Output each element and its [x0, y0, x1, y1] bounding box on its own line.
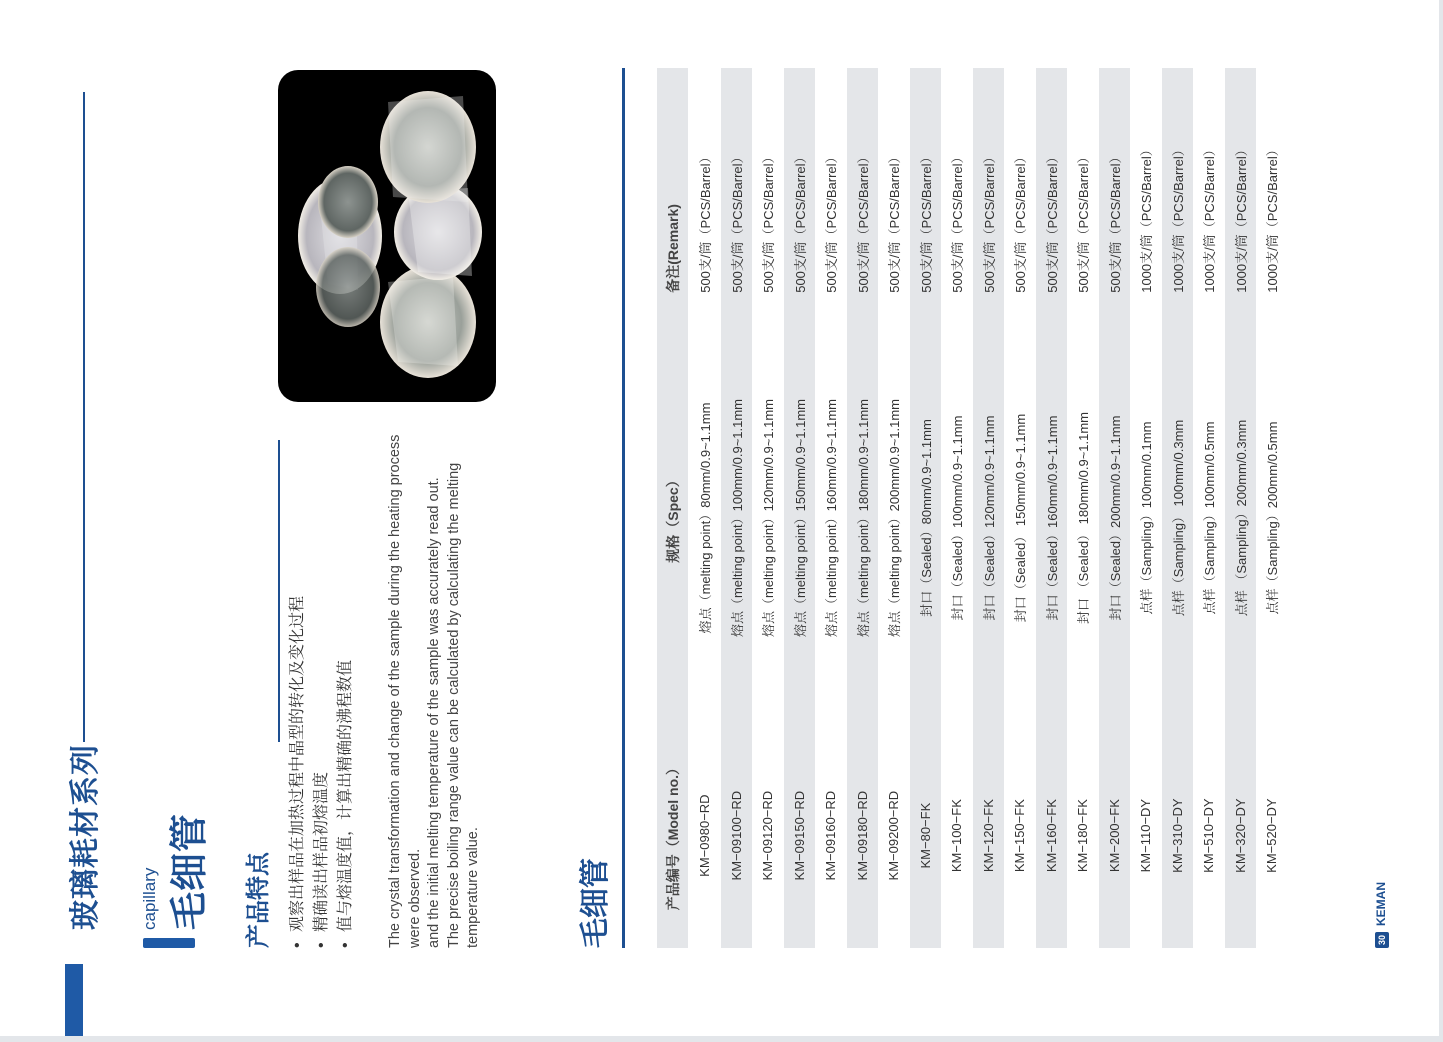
- cell-model: KM−180−FK: [1075, 799, 1090, 873]
- table-row: [1004, 68, 1035, 948]
- page-number-badge: 30: [1375, 932, 1389, 948]
- capillary-photo: [278, 70, 496, 402]
- cell-remark: 500支/筒（PCS/Barrel）: [887, 150, 902, 293]
- cell-spec: 熔点（melting point）120mm/0.9~1.1mm: [761, 398, 776, 638]
- cell-remark: 500支/筒（PCS/Barrel）: [950, 150, 965, 293]
- table-row: [910, 68, 941, 948]
- cell-model: KM−320−DY: [1232, 798, 1248, 873]
- product-title-cn: 毛细管: [169, 812, 211, 930]
- cell-spec: 熔点（melting point）160mm/0.9~1.1mm: [824, 398, 839, 638]
- cell-remark: 500支/筒（PCS/Barrel）: [1076, 150, 1091, 293]
- cell-model: KM−09100−RD: [728, 790, 744, 881]
- features-rule: [278, 440, 280, 742]
- cell-spec: 熔点（melting point）80mm/0.9~1.1mm: [698, 402, 713, 634]
- cell-remark: 500支/筒（PCS/Barrel）: [729, 150, 745, 293]
- cell-remark: 500支/筒（PCS/Barrel）: [981, 150, 997, 293]
- table-heading-rule: [622, 68, 625, 948]
- cell-remark: 500支/筒（PCS/Barrel）: [698, 150, 713, 293]
- cell-model: KM−100−FK: [949, 799, 964, 873]
- cell-model: KM−09120−RD: [760, 790, 775, 881]
- column-header-spec: 规格（Spec）: [664, 473, 681, 563]
- cell-remark: 1000支/筒（PCS/Barrel）: [1202, 143, 1217, 293]
- bullet-icon: •: [337, 942, 354, 948]
- cell-remark: 500支/筒（PCS/Barrel）: [918, 150, 934, 293]
- table-row: [1193, 68, 1224, 948]
- feature-item: •观察出样品在加热过程中晶型的转化及变化过程: [286, 596, 310, 948]
- cell-model: KM−160−FK: [1043, 799, 1059, 873]
- table-header-row: [657, 68, 688, 948]
- cell-model: KM−310−DY: [1169, 798, 1185, 873]
- cell-remark: 500支/筒（PCS/Barrel）: [792, 150, 808, 293]
- product-title-en: capillary: [140, 867, 159, 930]
- table-row: [1130, 68, 1161, 948]
- feature-item: •值与熔温度值，计算出精确的沸程数值: [334, 596, 358, 948]
- bundle-left: [380, 266, 476, 378]
- cell-model: KM−09160−RD: [823, 790, 838, 881]
- bullet-icon: •: [313, 942, 330, 948]
- table-row: [752, 68, 783, 948]
- cell-remark: 1000支/筒（PCS/Barrel）: [1233, 143, 1249, 293]
- table-row: [784, 68, 815, 948]
- bullet-icon: •: [289, 942, 306, 948]
- cell-spec: 封口 （Sealed） 180mm/0.9~1.1mm: [1076, 411, 1091, 625]
- column-header-model: 产品编号（Model no.）: [664, 760, 681, 911]
- table-row: [847, 68, 878, 948]
- cell-model: KM−09150−RD: [791, 790, 807, 881]
- cell-model: KM−09180−RD: [854, 790, 870, 881]
- cell-model: KM−510−DY: [1201, 798, 1216, 873]
- cell-spec: 封口（Sealed）100mm/0.9~1.1mm: [950, 415, 965, 621]
- table-row: [689, 68, 720, 948]
- series-title: 玻璃耗材系列: [69, 744, 102, 930]
- table-row: [973, 68, 1004, 948]
- cell-spec: 封口（Sealed）160mm/0.9~1.1mm: [1044, 415, 1060, 621]
- cell-spec: 点样 （Sampling）200mm/0.3mm: [1233, 419, 1249, 617]
- cell-remark: 1000支/筒（PCS/Barrel）: [1265, 143, 1280, 293]
- capillary-bundles-image: [278, 70, 496, 402]
- table-row: [815, 68, 846, 948]
- brand-name: KEMAN: [1374, 882, 1388, 926]
- cell-spec: 点样（Sampling）200mm/0.5mm: [1265, 421, 1280, 615]
- column-header-remark: 备注(Remark): [664, 204, 681, 293]
- cell-spec: 熔点（melting point）180mm/0.9~1.1mm: [855, 398, 871, 638]
- cell-spec: 点样（Sampling）100mm/0.5mm: [1202, 421, 1217, 615]
- series-title-rule: [83, 92, 85, 742]
- cell-model: KM−520−DY: [1264, 798, 1279, 873]
- feature-item: •精确读出样品初熔温度: [310, 596, 334, 948]
- table-row: [1036, 68, 1067, 948]
- edge-color-band: [65, 964, 83, 1036]
- table-row: [721, 68, 752, 948]
- cell-remark: 500支/筒（PCS/Barrel）: [1044, 150, 1060, 293]
- cell-spec: 熔点（melting point）100mm/0.9~1.1mm: [729, 398, 745, 638]
- cell-spec: 点样（Sampling） 100mm/0.3mm: [1170, 419, 1186, 617]
- bundle-right: [380, 91, 476, 203]
- cell-remark: 500支/筒（PCS/Barrel）: [1013, 150, 1028, 293]
- cell-remark: 1000支/筒（PCS/Barrel）: [1139, 143, 1154, 293]
- feature-list: [286, 596, 358, 948]
- title-accent-bar: [143, 938, 195, 948]
- cell-spec: 熔点（melting point）200mm/0.9~1.1mm: [887, 398, 902, 638]
- cell-remark: 500支/筒（PCS/Barrel）: [855, 150, 871, 293]
- cell-model: KM−0980−RD: [697, 794, 712, 877]
- table-row: [1162, 68, 1193, 948]
- cell-remark: 1000支/筒（PCS/Barrel）: [1170, 143, 1186, 293]
- cell-spec: 熔点（melting point）150mm/0.9~1.1mm: [792, 398, 808, 638]
- features-heading: 产品特点: [245, 852, 272, 948]
- table-row: [1256, 68, 1287, 948]
- cell-model: KM−150−FK: [1012, 799, 1027, 873]
- table-row: [1067, 68, 1098, 948]
- table-row: [941, 68, 972, 948]
- cell-spec: 点样（Sampling）100mm/0.1mm: [1139, 421, 1154, 615]
- cell-model: KM−200−FK: [1106, 799, 1122, 873]
- table-row: [1099, 68, 1130, 948]
- cell-spec: 封口（Sealed） 150mm/0.9~1.1mm: [1013, 413, 1028, 623]
- feature-description: The crystal transformation and change of the sample during the heating process were observed. and the initial melting temperature of the sample was accurately read out. The precise boiling range value can be calculated by calculating the melting temperature value.: [387, 434, 481, 948]
- cell-remark: 500支/筒（PCS/Barrel）: [1107, 150, 1123, 293]
- cell-model: KM−09200−RD: [886, 790, 901, 881]
- cell-model: KM−110−DY: [1138, 798, 1153, 873]
- table-row: [878, 68, 909, 948]
- cell-model: KM−120−FK: [980, 799, 996, 873]
- cell-remark: 500支/筒（PCS/Barrel）: [761, 150, 776, 293]
- table-heading: 毛细管: [579, 858, 612, 948]
- cell-spec: 封口（Sealed）120mm/0.9~1.1mm: [981, 415, 997, 621]
- cell-remark: 500支/筒（PCS/Barrel）: [824, 150, 839, 293]
- cell-spec: 封口（Sealed）200mm/0.9~1.1mm: [1107, 415, 1123, 621]
- table-row: [1225, 68, 1256, 948]
- cell-model: KM−80−FK: [917, 802, 933, 869]
- cell-spec: 封口（Sealed）80mm/0.9~1.1mm: [918, 419, 934, 617]
